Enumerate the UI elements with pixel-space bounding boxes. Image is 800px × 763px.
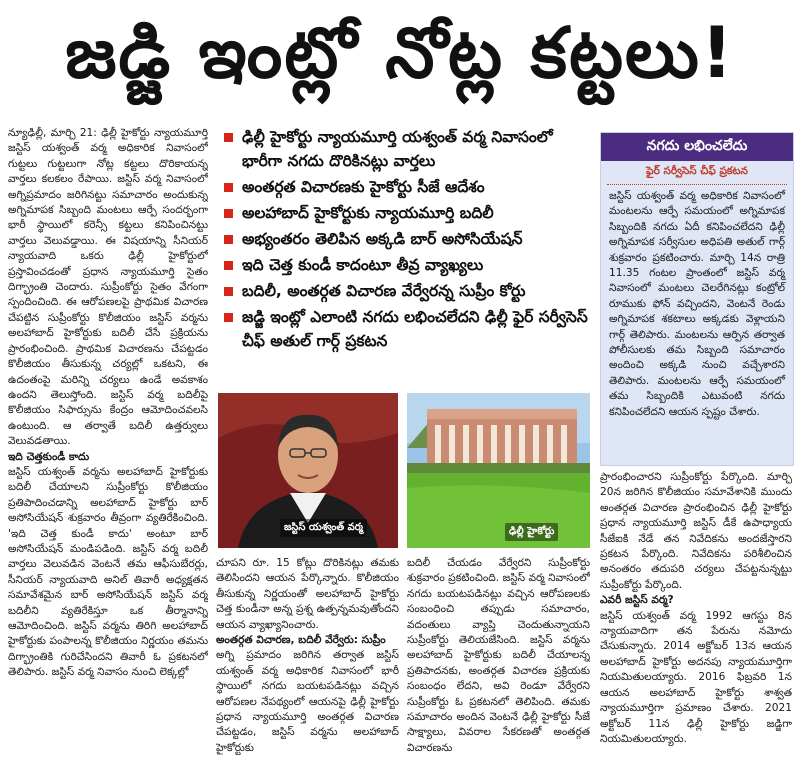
- article-subheading: అంతర్గత విచారణ, బదిలీ వేర్వేరు: సుప్రీం: [216, 634, 386, 647]
- sidebar-box: [600, 132, 794, 466]
- highlight-list: [222, 125, 590, 355]
- highlight-item: [222, 175, 590, 199]
- headline: జడ్జి ఇంట్లో నోట్ల కట్టలు!: [65, 11, 735, 94]
- highlight-item: [222, 125, 590, 173]
- highlight-item: [222, 201, 590, 225]
- court-photo-caption: ఢిల్లీ హైకోర్టు: [505, 523, 558, 541]
- article-column-left: [8, 126, 208, 756]
- highlight-item: [222, 253, 590, 277]
- article-column-mid-right: [407, 556, 590, 756]
- highlight-text: జడ్జి ఇంట్లో ఎలాంటి నగదు లభించలేదని ఢిల్లీ ఫైర్ సర్వీసెస్ చీఫ్ అతుల్ గార్గ్ ప్రకటన: [242, 308, 588, 350]
- article-subheading: ఎవరీ జస్టిస్ వర్మ?: [600, 594, 674, 607]
- article-paragraph: చూపని రూ. 15 కోట్లు దొరికినట్లు తమకు తెలిసిందని ఆయన పేర్కొన్నారు. కొలీజియం తీసుకున్న నిర్ణయంతో అలహాబాద్ హైకోర్టు చెత్త కుండీనా అన్న ప్రశ్న ఉత్పన్నమవుతోందని ఆయన వ్యాఖ్యానించారు.: [216, 557, 399, 631]
- judge-photo: [218, 393, 398, 548]
- red-square-bullet-icon: [224, 313, 233, 322]
- article-subheading: ఇది చెత్తకుండీ కాదు: [8, 450, 90, 463]
- sidebar-subtitle: ఫైర్ సర్వీసెస్ చీఫ్ ప్రకటన: [607, 161, 787, 185]
- highlight-text: అంతర్గత విచారణకు హైకోర్టు సీజే ఆదేశం: [242, 178, 485, 196]
- article-paragraph: అగ్ని ప్రమాదం జరిగిన తర్వాత జస్టిస్ యశ్వంత్ వర్మ అధికారిక నివాసంలో భారీ స్థాయిలో నగదు బయటపడినట్లు వచ్చిన ఆరోపణల నేపథ్యంలో ఆయనపై ఢిల్లీ హైకోర్టు ప్రధాన న్యాయమూర్తి అంతర్గత విచారణ చేపట్టడం, జస్టిస్ వర్మను అలహాబాద్ హైకోర్టుకు: [216, 649, 399, 754]
- article-column-right: [600, 470, 792, 760]
- high-court-building-illustration: [407, 393, 590, 548]
- highlight-text: ఇది చెత్త కుండీ కాదంటూ తీవ్ర వ్యాఖ్యలు: [242, 256, 484, 274]
- red-square-bullet-icon: [224, 133, 233, 142]
- sidebar-body: జస్టిస్ యశ్వంత్ వర్మ అధికారిక నివాసంలో మంటలను ఆర్పే సమయంలో అగ్నిమాపక సిబ్బందికి నగదు ఏదీ కనిపించలేదని ఢిల్లీ అగ్నిమాపక సర్వీసుల అధిపతి అతుల్ గార్గ్ శుక్రవారం ప్రకటించారు. మార్చి 14న రాత్రి 11.35 గంటల ప్రాంతంలో జస్టిస్ వర్మ నివాసంలో మంటలు చెలరేగినట్లు కంట్రోల్ రూముకు ఫోన్ వచ్చిందని, వెంటనే రెండు అగ్నిమాపక శకటాలు అక్కడకు వెళ్లాయని గార్గ్ తెలిపారు. మంటలను ఆర్పిన తర్వాత పోలీసులకు తమ సిబ్బంది సమాచారం అందించి అక్కడి నుంచి వచ్చేశారని తెలిపారు. మంటలను ఆర్పే సమయంలో తమ సిబ్బందికి ఎటువంటి నగదు కనిపించలేదని ఆయన స్పష్టం చేశారు.: [609, 190, 785, 418]
- highlight-text: అభ్యంతరం తెలిపిన అక్కడి బార్ అసోసియేషన్: [242, 230, 523, 248]
- article-paragraph: జస్టిస్ యశ్వంత్ వర్మను అలహాబాద్ హైకోర్టుకు బదిలీ చేయాలని సుప్రీంకోర్టు కొలీజియం ప్రతిపాదించడాన్ని అలహాబాద్ హైకోర్టు బార్ అసోసియేషన్ శుక్రవారం తీవ్రంగా వ్యతిరేకించింది. 'ఇది చెత్త కుండీ కాదు' అంటూ బార్ అసోసియేషన్ మండిపడింది. జస్టిస్ వర్మ బదిలీ వార్తలు వెలువడిన వెంటనే తమ ఆఫీసుబేరర్లు, సీనియర్ న్యాయవాది అనిల్ తివారీ అధ్యక్షతన సమావేశమైన బార్ అసోసియేషన్ జస్టిస్ వర్మ బదిలీని వ్యతిరేకిస్తూ ఒక తీర్మానాన్ని ఆమోదించింది. జస్టిస్ వర్మను తిరిగి అలహాబాద్ హైకోర్టుకు పంపాలన్న కొలీజియం నిర్ణయం తమను దిగ్భ్రాంతికి గురిచేసిందని తివారీ ఓ ప్రకటనలో తెలిపారు. జస్టిస్ వర్మ నివాసం నుంచి లెక్కల్లో: [8, 465, 208, 679]
- highlight-text: అలహాబాద్ హైకోర్టుకు న్యాయమూర్తి బదిలీ: [242, 204, 494, 222]
- judge-photo-caption: జస్టిస్ యశ్వంత్ వర్మ: [280, 519, 367, 537]
- highlight-text: ఢిల్లీ హైకోర్టు న్యాయమూర్తి యశ్వంత్ వర్మ నివాసంలో భారీగా నగదు దొరికినట్లు వార్తలు: [242, 128, 553, 170]
- article-paragraph: జస్టిస్ యశ్వంత్ వర్మ 1992 ఆగస్టు 8న న్యాయవాదిగా తన పేరును నమోదు చేసుకున్నారు. 2014 అక్టోబర్ 13న ఆయన అలహాబాద్ హైకోర్టు అదనపు న్యాయమూర్తిగా నియమితులయ్యారు. 2016 ఫిబ్రవరి 1న ఆయన అలహాబాద్ హైకోర్టు శాశ్వత న్యాయమూర్తిగా ప్రమాణం చేశారు. 2021 అక్టోబర్ 11న ఢిల్లీ హైకోర్టు జడ్జిగా నియమితులయ్యారు.: [600, 609, 792, 745]
- highlight-item: [222, 279, 590, 303]
- red-square-bullet-icon: [224, 287, 233, 296]
- red-square-bullet-icon: [224, 209, 233, 218]
- sidebar-title: నగదు లభించలేదు: [601, 133, 793, 161]
- highlight-text: బదిలీ, అంతర్గత విచారణ వేర్వేరన్న సుప్రీం కోర్టు: [242, 282, 526, 300]
- article-paragraph: బదిలీ చేయడం వేర్వేరని సుప్రీంకోర్టు శుక్రవారం ప్రకటించింది. జస్టిస్ వర్మ నివాసంలో నగదు బయటపడినట్లు వచ్చిన ఆరోపణలకు సంబంధించి తప్పుడు సమాచారం, వదంతులు వ్యాప్తి చెందుతున్నాయని సుప్రీంకోర్టు తెలియజేసింది. జస్టిస్ వర్మను అలహాబాద్ హైకోర్టుకు బదిలీ చేయాలన్న ప్రతిపాదనకు, అంతర్గత విచారణ ప్రక్రియకు సంబంధం లేదని, అవి రెండూ వేర్వేరని సుప్రీంకోర్టు ఓ ప్రకటనలో తెలిపింది. తమకు సమాచారం అందిన వెంటనే ఢిల్లీ హైకోర్టు సీజే సాక్ష్యాలు, వివరాల సేకరణతో అంతర్గత విచారణను: [407, 557, 590, 754]
- article-column-mid-left: [216, 556, 399, 756]
- red-square-bullet-icon: [224, 235, 233, 244]
- highlight-item: [222, 227, 590, 251]
- high-court-photo: [407, 393, 590, 548]
- article-paragraph: ప్రారంభించారని సుప్రీంకోర్టు పేర్కొంది. మార్చి 20న జరిగిన కొలీజియం సమావేశానికి ముందు అంతర్గత విచారణ ప్రారంభించిన ఢిల్లీ హైకోర్టు ప్రధాన న్యాయమూర్తి జస్టిస్ డీకే ఉపాధ్యాయ సీజేఐకి నేడే తన నివేదికను అందజేస్తారని ప్రకటన పేర్కొంది. నివేదికను పరిశీలించిన అనంతరం తదుపరి చర్యలు చేపట్టనున్నట్టు సుప్రీంకోర్టు పేర్కొంది.: [600, 471, 792, 591]
- red-square-bullet-icon: [224, 261, 233, 270]
- highlight-item: [222, 305, 590, 353]
- article-paragraph: న్యూఢిల్లీ, మార్చి 21: ఢిల్లీ హైకోర్టు న్యాయమూర్తి జస్టిస్ యశ్వంత్ వర్మ అధికారిక నివాసంలో గుట్టలు గుట్టలుగా నోట్ల కట్టలు దొరికాయన్న వార్తలు కలకలం రేపాయి. జస్టిస్ వర్మ నివాసంలో అగ్నిప్రమాదం జరిగినట్టు సమాచారం అందుకున్న అగ్నిమాపక సిబ్బంది మంటలు ఆర్పే సందర్భంగా భారీ స్థాయిలో కరెన్సీ కట్టలు కనిపించినట్టు వార్తలు వెలువడ్డాయి. ఈ విషయాన్ని సీనియర్ న్యాయవాది ఒకరు ఢిల్లీ హైకోర్టులో ప్రస్తావించడంతో ప్రధాన న్యాయమూర్తి సైతం దిగ్భ్రాంతి చెందారు. సుప్రీంకోర్టు సైతం వేగంగా స్పందించింది. ఈ ఆరోపణలపై ప్రాథమిక విచారణ చేపట్టిన సుప్రీంకోర్టు కొలీజియం జస్టిస్ వర్మను అలహాబాద్ హైకోర్టుకు బదిలీ చేసే ప్రక్రియను ప్రారంభించింది. ప్రాథమిక విచారణను చేపట్టడం కొలీజియం తీసుకున్న చర్యల్లో ఒకటని, ఈ ఉదంతంపై మరిన్ని చర్యలు ఉండే అవకాశం ఉందని తెలుస్తోంది. జస్టిస్ వర్మ బదిలీపై కొలీజియం సిఫార్సును కేంద్రం ఆమోదించవలసి ఉంటుంది. ఆ తర్వాతే బదిలీ ఉత్తర్వులు వెలువడతాయి.: [8, 127, 208, 448]
- red-square-bullet-icon: [224, 183, 233, 192]
